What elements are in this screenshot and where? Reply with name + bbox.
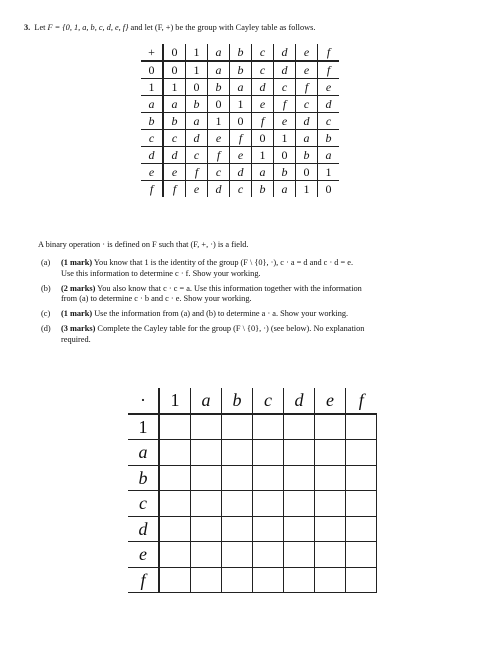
intro-pre: Let xyxy=(34,23,48,32)
multiplication-table-empty-cell[interactable] xyxy=(253,491,284,517)
addition-table-row xyxy=(141,96,339,113)
addition-table-cell: c xyxy=(296,96,318,113)
multiplication-table-empty-cell[interactable] xyxy=(315,516,346,542)
addition-table-cell: b xyxy=(230,61,252,79)
question-part-b xyxy=(41,284,481,305)
addition-table-cell: b xyxy=(318,130,340,147)
addition-table-cell: 1 xyxy=(230,96,252,113)
multiplication-table-row xyxy=(128,440,377,466)
addition-table-row xyxy=(141,181,339,198)
multiplication-table-header-cell: d xyxy=(284,388,315,414)
addition-table-row-label: c xyxy=(141,130,163,147)
multiplication-table-empty-cell[interactable] xyxy=(191,567,222,593)
addition-table-row-label: e xyxy=(141,164,163,181)
part-marks: (1 mark) xyxy=(61,309,93,318)
question-part-c xyxy=(41,309,481,320)
addition-table-cell: c xyxy=(274,79,296,96)
addition-table-cell: e xyxy=(318,79,340,96)
addition-table-cell: 0 xyxy=(230,113,252,130)
addition-table-cell: d xyxy=(230,164,252,181)
multiplication-table-row-label: e xyxy=(128,542,159,568)
addition-cayley-table xyxy=(141,44,339,197)
addition-table-cell: f xyxy=(186,164,208,181)
question-part-d xyxy=(41,324,481,345)
addition-table-cell: a xyxy=(296,130,318,147)
question-intro xyxy=(24,23,315,34)
addition-table-cell: 1 xyxy=(318,164,340,181)
multiplication-table-empty-cell[interactable] xyxy=(222,491,253,517)
addition-table-cell: e xyxy=(208,130,230,147)
addition-table-row-label: 0 xyxy=(141,61,163,79)
addition-table-cell: a xyxy=(274,181,296,198)
part-marks: (3 marks) xyxy=(61,324,96,333)
addition-table-cell: c xyxy=(163,130,186,147)
multiplication-table-empty-cell[interactable] xyxy=(315,567,346,593)
addition-table-cell: 0 xyxy=(274,147,296,164)
addition-table-cell: a xyxy=(208,61,230,79)
addition-table-cell: c xyxy=(186,147,208,164)
multiplication-table-header-row xyxy=(128,388,377,414)
addition-table-header-cell: 1 xyxy=(186,44,208,61)
question-parts xyxy=(41,258,481,350)
part-text-line: Use this information to determine c · f. Show your working. xyxy=(61,268,261,278)
multiplication-table-empty-cell[interactable] xyxy=(284,491,315,517)
multiplication-table-header-cell: f xyxy=(346,388,377,414)
addition-table-cell: b xyxy=(208,79,230,96)
multiplication-table-empty-cell[interactable] xyxy=(346,491,377,517)
addition-table-cell: e xyxy=(230,147,252,164)
addition-table-cell: d xyxy=(274,61,296,79)
multiplication-table-empty-cell[interactable] xyxy=(253,440,284,466)
addition-table-cell: d xyxy=(296,113,318,130)
multiplication-table-empty-cell[interactable] xyxy=(159,440,191,466)
multiplication-table-row-label: c xyxy=(128,491,159,517)
addition-table-cell: 1 xyxy=(208,113,230,130)
multiplication-table-empty-cell[interactable] xyxy=(253,516,284,542)
multiplication-table-row xyxy=(128,465,377,491)
addition-table-cell: 1 xyxy=(163,79,186,96)
multiplication-table-header-cell: e xyxy=(315,388,346,414)
multiplication-table-empty-cell[interactable] xyxy=(159,491,191,517)
multiplication-table-empty-cell[interactable] xyxy=(159,567,191,593)
addition-table-header-cell: b xyxy=(230,44,252,61)
addition-table-cell: 1 xyxy=(252,147,274,164)
addition-table-cell: f xyxy=(163,181,186,198)
addition-table-row-label: f xyxy=(141,181,163,198)
addition-table-cell: 0 xyxy=(208,96,230,113)
addition-table-row-label: d xyxy=(141,147,163,164)
multiplication-table-empty-cell[interactable] xyxy=(159,516,191,542)
multiplication-table-header-cell: a xyxy=(191,388,222,414)
part-label: (c) xyxy=(41,309,51,318)
addition-table-row xyxy=(141,147,339,164)
multiplication-table-header-cell: · xyxy=(128,388,159,414)
multiplication-table-row-label: a xyxy=(128,440,159,466)
addition-table-cell: 0 xyxy=(163,61,186,79)
addition-table-cell: f xyxy=(252,113,274,130)
question-number: 3. xyxy=(24,23,31,32)
addition-table-cell: 0 xyxy=(318,181,340,198)
addition-table-row xyxy=(141,130,339,147)
multiplication-table-empty-cell[interactable] xyxy=(253,465,284,491)
part-text-line: Use the information from (a) and (b) to determine a · a. Show your working. xyxy=(94,309,349,318)
part-marks: (1 mark) xyxy=(61,258,93,267)
multiplication-table-row xyxy=(128,414,377,440)
binary-operation-text: A binary operation · is defined on F such that (F, +, ·) is a field. xyxy=(38,240,249,249)
multiplication-table-empty-cell[interactable] xyxy=(191,516,222,542)
multiplication-table-empty-cell[interactable] xyxy=(159,542,191,568)
multiplication-table-empty-cell[interactable] xyxy=(346,516,377,542)
part-label: (a) xyxy=(41,258,51,267)
part-text-line: from (a) to determine c · b and c · e. Show your working. xyxy=(61,294,252,303)
addition-table-cell: a xyxy=(252,164,274,181)
part-text-line: required. xyxy=(61,334,91,344)
multiplication-table-header-cell: 1 xyxy=(159,388,191,414)
addition-table-cell: e xyxy=(296,61,318,79)
multiplication-table-empty-cell[interactable] xyxy=(191,465,222,491)
addition-table-header-cell: 0 xyxy=(163,44,186,61)
multiplication-table-row-label: d xyxy=(128,516,159,542)
addition-table-row xyxy=(141,164,339,181)
addition-table-cell: c xyxy=(208,164,230,181)
multiplication-cayley-table xyxy=(128,388,377,593)
addition-table-row xyxy=(141,113,339,130)
multiplication-table-row xyxy=(128,491,377,517)
addition-table-cell: e xyxy=(252,96,274,113)
addition-table-cell: 1 xyxy=(296,181,318,198)
part-text-line: You know that 1 is the identity of the group (F \ {0}, ·), c · a = d and c · d = e. xyxy=(93,258,354,267)
multiplication-table-empty-cell[interactable] xyxy=(315,465,346,491)
addition-table-header-cell: d xyxy=(274,44,296,61)
addition-table-cell: a xyxy=(186,113,208,130)
question-part-a xyxy=(41,258,481,279)
addition-table-cell: a xyxy=(163,96,186,113)
multiplication-table-empty-cell[interactable] xyxy=(222,414,253,440)
multiplication-table-empty-cell[interactable] xyxy=(315,414,346,440)
multiplication-table-empty-cell[interactable] xyxy=(253,414,284,440)
multiplication-table-empty-cell[interactable] xyxy=(284,542,315,568)
addition-table-cell: e xyxy=(163,164,186,181)
multiplication-table-empty-cell[interactable] xyxy=(222,465,253,491)
addition-table-cell: d xyxy=(208,181,230,198)
addition-table-cell: d xyxy=(163,147,186,164)
multiplication-table-row-label: f xyxy=(128,567,159,593)
addition-table-header-cell: f xyxy=(318,44,340,61)
addition-table-row-label: b xyxy=(141,113,163,130)
multiplication-table-empty-cell[interactable] xyxy=(222,440,253,466)
addition-table-cell: 0 xyxy=(296,164,318,181)
addition-table-cell: a xyxy=(230,79,252,96)
multiplication-table-header-cell: c xyxy=(253,388,284,414)
addition-table-header-row xyxy=(141,44,339,61)
multiplication-table-empty-cell[interactable] xyxy=(222,542,253,568)
multiplication-table-empty-cell[interactable] xyxy=(253,542,284,568)
addition-table-cell: d xyxy=(186,130,208,147)
multiplication-table-empty-cell[interactable] xyxy=(346,465,377,491)
addition-table-cell: 0 xyxy=(252,130,274,147)
multiplication-table-empty-cell[interactable] xyxy=(284,440,315,466)
multiplication-table-empty-cell[interactable] xyxy=(346,567,377,593)
addition-table-header-cell: + xyxy=(141,44,163,61)
addition-table-cell: d xyxy=(252,79,274,96)
addition-table-cell: b xyxy=(296,147,318,164)
multiplication-table-empty-cell[interactable] xyxy=(222,516,253,542)
multiplication-table-empty-cell[interactable] xyxy=(191,440,222,466)
addition-table-cell: a xyxy=(318,147,340,164)
part-text-line: You also know that c · c = a. Use this information together with the information xyxy=(97,283,362,293)
addition-table-cell: c xyxy=(230,181,252,198)
multiplication-table-empty-cell[interactable] xyxy=(253,567,284,593)
addition-table-cell: f xyxy=(318,61,340,79)
intro-post: and let (F, +) be the group with Cayley table as follows. xyxy=(128,23,316,32)
addition-table-cell: e xyxy=(186,181,208,198)
multiplication-table-empty-cell[interactable] xyxy=(191,414,222,440)
multiplication-table-empty-cell[interactable] xyxy=(346,414,377,440)
addition-table-row-label: 1 xyxy=(141,79,163,96)
addition-table-header-cell: e xyxy=(296,44,318,61)
addition-table-row xyxy=(141,61,339,79)
multiplication-table-empty-cell[interactable] xyxy=(284,465,315,491)
addition-table-cell: b xyxy=(163,113,186,130)
addition-table-cell: b xyxy=(274,164,296,181)
addition-table-header-cell: c xyxy=(252,44,274,61)
addition-table-cell: 1 xyxy=(274,130,296,147)
addition-table-row-label: a xyxy=(141,96,163,113)
addition-table-header-cell: a xyxy=(208,44,230,61)
addition-table-cell: f xyxy=(296,79,318,96)
part-label: (d) xyxy=(41,324,51,333)
multiplication-table-row xyxy=(128,567,377,593)
addition-table-cell: b xyxy=(186,96,208,113)
multiplication-table-row xyxy=(128,516,377,542)
multiplication-table-row-label: 1 xyxy=(128,414,159,440)
addition-table-cell: 1 xyxy=(186,61,208,79)
multiplication-table-header-cell: b xyxy=(222,388,253,414)
addition-table-cell: f xyxy=(274,96,296,113)
addition-table-cell: b xyxy=(252,181,274,198)
multiplication-table-row xyxy=(128,542,377,568)
addition-table-cell: c xyxy=(252,61,274,79)
multiplication-table-empty-cell[interactable] xyxy=(191,542,222,568)
multiplication-table-empty-cell[interactable] xyxy=(159,414,191,440)
intro-set: F = {0, 1, a, b, c, d, e, f} xyxy=(47,23,129,32)
addition-table-cell: e xyxy=(274,113,296,130)
addition-table-cell: d xyxy=(318,96,340,113)
multiplication-table-empty-cell[interactable] xyxy=(346,440,377,466)
part-label: (b) xyxy=(41,283,51,293)
multiplication-table-empty-cell[interactable] xyxy=(315,440,346,466)
multiplication-table-empty-cell[interactable] xyxy=(159,465,191,491)
part-text-line: Complete the Cayley table for the group (F \ {0}, ·) (see below). No explanation xyxy=(97,324,365,333)
addition-table-cell: f xyxy=(230,130,252,147)
addition-table-cell: 0 xyxy=(186,79,208,96)
addition-table-cell: f xyxy=(208,147,230,164)
multiplication-table-empty-cell[interactable] xyxy=(284,516,315,542)
multiplication-table-empty-cell[interactable] xyxy=(346,542,377,568)
multiplication-table-row-label: b xyxy=(128,465,159,491)
addition-table-cell: c xyxy=(318,113,340,130)
multiplication-table-empty-cell[interactable] xyxy=(315,491,346,517)
part-marks: (2 marks) xyxy=(61,283,96,293)
multiplication-table-empty-cell[interactable] xyxy=(222,567,253,593)
multiplication-table-empty-cell[interactable] xyxy=(191,491,222,517)
multiplication-table-empty-cell[interactable] xyxy=(284,567,315,593)
addition-table-row xyxy=(141,79,339,96)
multiplication-table-empty-cell[interactable] xyxy=(284,414,315,440)
multiplication-table-empty-cell[interactable] xyxy=(315,542,346,568)
